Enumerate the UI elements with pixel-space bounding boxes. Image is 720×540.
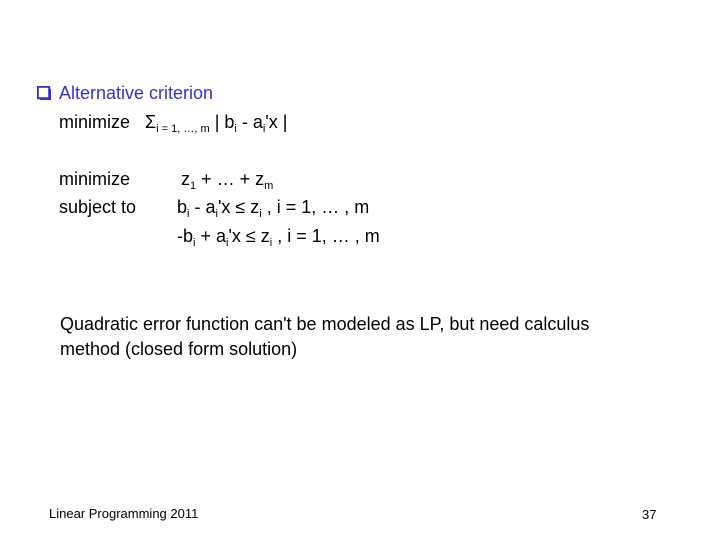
sigma-symbol: Σ [145,112,157,132]
expr-open: | b [214,112,235,132]
expr-close: 'x | [265,112,288,132]
objective-mid: + … + z [196,169,265,189]
c2-sub-2: i [226,237,229,249]
lp-minimize-label: minimize [59,169,131,189]
c1-sub-1: i [187,208,190,220]
objective-sub-1: 1 [190,180,197,192]
lp-constraint-2 [177,225,380,250]
c1-mid-1: - a [189,197,216,217]
c1-b: b [177,197,188,217]
c1-sub-3: i [259,208,262,220]
c2-mid-1: + a [195,226,226,246]
c2-sub-3: i [269,237,273,249]
expr-sub-1: i [234,123,237,135]
c1-sub-2: i [215,208,218,220]
checkbox-bullet-icon [37,86,51,100]
c1-tail: , i = 1, … , m [261,197,370,217]
expr-sub-2: i [262,123,266,135]
lp-objective [181,168,273,193]
c2-b: -b [177,226,194,246]
c2-sub-1: i [193,237,196,249]
bullet-heading: Alternative criterion [59,83,214,103]
expr-mid: - a [236,112,263,132]
lp-constraint-1 [177,196,369,221]
lp-subject-label: subject to [59,197,137,217]
criterion-keyword: minimize [59,112,131,132]
objective-sub-m: m [264,180,274,192]
sum-range: i = 1, …, m [156,123,210,135]
criterion-line [59,111,287,136]
c1-mid-2: 'x ≤ z [217,197,260,217]
page-number: 37 [642,507,657,522]
c2-mid-2: 'x ≤ z [228,226,270,246]
note-line-1: Quadratic error function can't be modeled as LP, but need calculus [60,314,590,334]
c2-tail: , i = 1, … , m [272,226,380,246]
footer-title: Linear Programming 2011 [49,506,199,521]
objective-z: z [181,169,190,189]
note-line-2: method (closed form solution) [60,339,298,359]
